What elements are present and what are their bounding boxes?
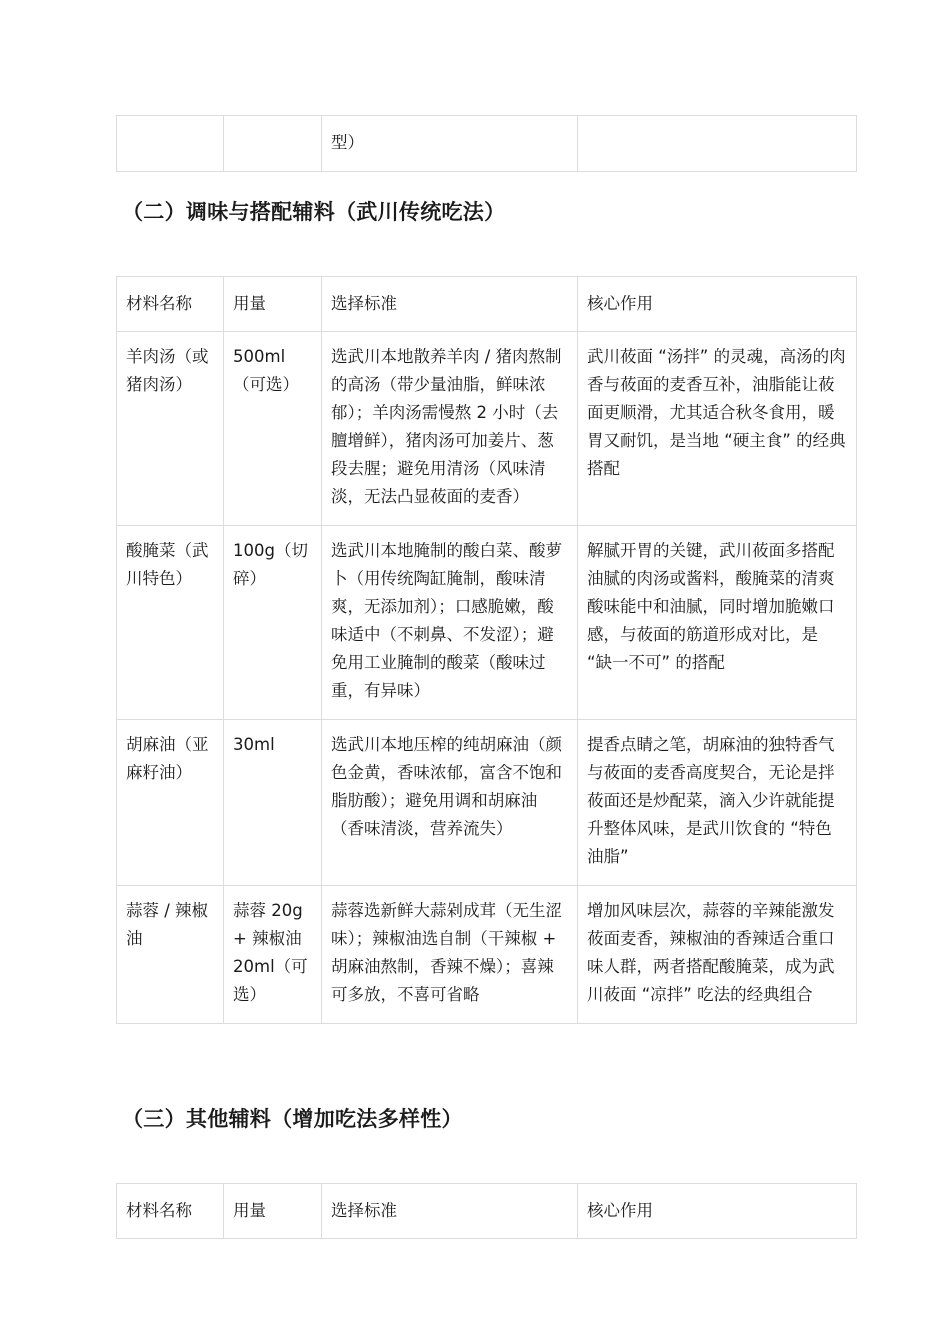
cell-standard: 选武川本地散养羊肉 / 猪肉熬制的高汤（带少量油脂，鲜味浓郁）；羊肉汤需慢熬 2 小时（去膻增鲜），猪肉汤可加姜片、葱段去腥；避免用清汤（风味清淡，无法凸显莜面的麦香） — [322, 332, 578, 526]
cell-amount — [224, 116, 322, 172]
cell-name — [117, 116, 224, 172]
header-name: 材料名称 — [117, 277, 224, 332]
other-table — [116, 1183, 857, 1239]
cell-role: 提香点睛之笔，胡麻油的独特香气与莜面的麦香高度契合，无论是拌莜面还是炒配菜，滴入少许就能提升整体风味，是武川饮食的 “特色油脂” — [578, 720, 857, 886]
cell-role — [578, 116, 857, 172]
cell-role: 武川莜面 “汤拌” 的灵魂，高汤的肉香与莜面的麦香互补，油脂能让莜面更顺滑，尤其适合秋冬食用，暖胃又耐饥，是当地 “硬主食” 的经典搭配 — [578, 332, 857, 526]
cell-role: 解腻开胃的关键，武川莜面多搭配油腻的肉汤或酱料，酸腌菜的清爽酸味能中和油腻，同时增加脆嫩口感，与莜面的筋道形成对比，是 “缺一不可” 的搭配 — [578, 526, 857, 720]
cell-role: 增加风味层次，蒜蓉的辛辣能激发莜面麦香，辣椒油的香辣适合重口味人群，两者搭配酸腌菜，成为武川莜面 “凉拌” 吃法的经典组合 — [578, 886, 857, 1024]
cell-name: 酸腌菜（武川特色） — [117, 526, 224, 720]
cell-standard: 型） — [322, 116, 578, 172]
cell-name: 蒜蓉 / 辣椒油 — [117, 886, 224, 1024]
section-title-seasoning: （二）调味与搭配辅料（武川传统吃法） — [122, 200, 506, 224]
table-row — [117, 526, 857, 720]
header-standard: 选择标准 — [322, 1184, 578, 1239]
header-amount: 用量 — [224, 1184, 322, 1239]
header-role: 核心作用 — [578, 277, 857, 332]
cell-name: 羊肉汤（或猪肉汤） — [117, 332, 224, 526]
cell-standard: 选武川本地压榨的纯胡麻油（颜色金黄，香味浓郁，富含不饱和脂肪酸）；避免用调和胡麻油（香味清淡，营养流失） — [322, 720, 578, 886]
cell-standard: 选武川本地腌制的酸白菜、酸萝卜（用传统陶缸腌制，酸味清爽，无添加剂）；口感脆嫩，酸味适中（不刺鼻、不发涩）；避免用工业腌制的酸菜（酸味过重，有异味） — [322, 526, 578, 720]
table-row — [117, 886, 857, 1024]
seasoning-table — [116, 276, 857, 1024]
cell-amount: 100g（切碎） — [224, 526, 322, 720]
table-row — [117, 720, 857, 886]
header-name: 材料名称 — [117, 1184, 224, 1239]
table-header-row — [117, 1184, 857, 1239]
header-role: 核心作用 — [578, 1184, 857, 1239]
cell-name: 胡麻油（亚麻籽油） — [117, 720, 224, 886]
cell-amount: 500ml（可选） — [224, 332, 322, 526]
table-row — [117, 332, 857, 526]
table-header-row — [117, 277, 857, 332]
section-title-other: （三）其他辅料（增加吃法多样性） — [122, 1107, 463, 1131]
header-standard: 选择标准 — [322, 277, 578, 332]
table-fragment-top — [116, 115, 857, 172]
cell-standard: 蒜蓉选新鲜大蒜剁成茸（无生涩味）；辣椒油选自制（干辣椒 + 胡麻油熬制，香辣不燥）；喜辣可多放，不喜可省略 — [322, 886, 578, 1024]
table-row — [117, 116, 857, 172]
cell-amount: 蒜蓉 20g + 辣椒油 20ml（可选） — [224, 886, 322, 1024]
header-amount: 用量 — [224, 277, 322, 332]
cell-amount: 30ml — [224, 720, 322, 886]
